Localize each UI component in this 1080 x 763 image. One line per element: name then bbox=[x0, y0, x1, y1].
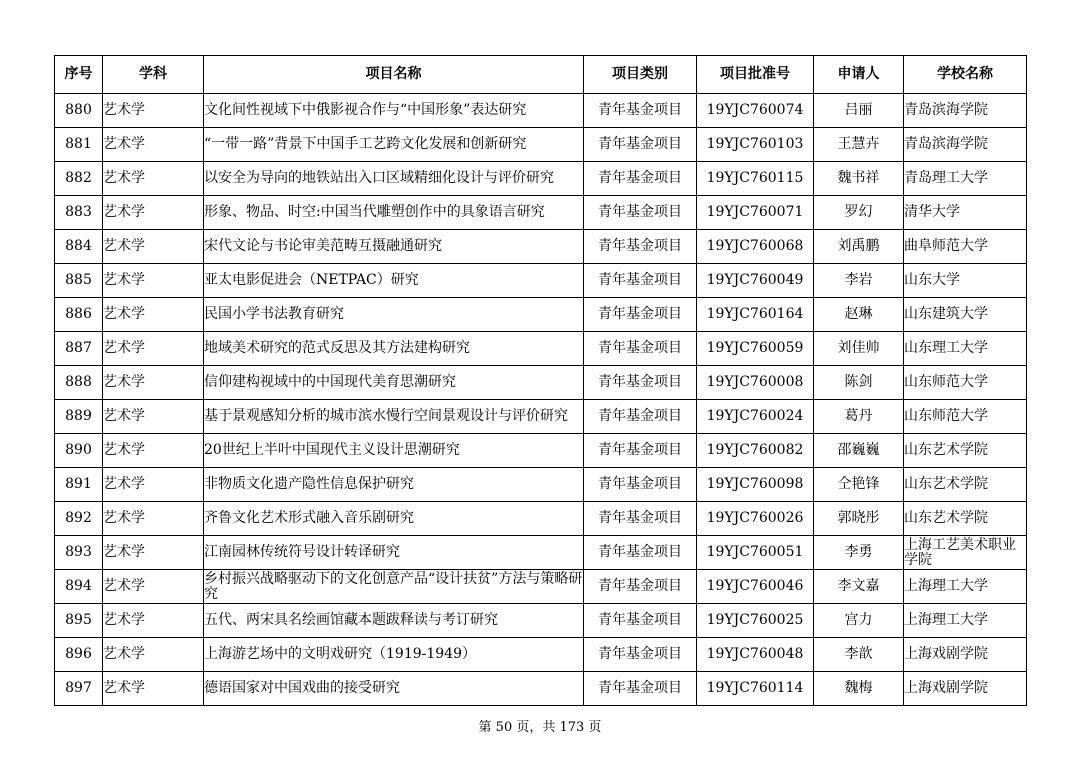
cell-no: 888 bbox=[55, 366, 103, 400]
cell-no: 890 bbox=[55, 434, 103, 468]
cell-applicant: 邵巍巍 bbox=[814, 434, 904, 468]
cell-school: 青岛滨海学院 bbox=[904, 128, 1027, 162]
cell-approval: 19YJC760048 bbox=[697, 638, 814, 672]
cell-approval: 19YJC760049 bbox=[697, 264, 814, 298]
cell-applicant: 李勇 bbox=[814, 536, 904, 570]
cell-subject: 艺术学 bbox=[103, 400, 204, 434]
table-row bbox=[55, 604, 1027, 638]
cell-category: 青年基金项目 bbox=[584, 672, 697, 706]
cell-school: 清华大学 bbox=[904, 196, 1027, 230]
header-no: 序号 bbox=[55, 56, 103, 94]
cell-applicant: 李文嘉 bbox=[814, 570, 904, 604]
project-table bbox=[54, 55, 1027, 706]
cell-school: 上海戏剧学院 bbox=[904, 638, 1027, 672]
cell-subject: 艺术学 bbox=[103, 366, 204, 400]
cell-subject: 艺术学 bbox=[103, 230, 204, 264]
table-row bbox=[55, 230, 1027, 264]
cell-school: 山东建筑大学 bbox=[904, 298, 1027, 332]
cell-title: 乡村振兴战略驱动下的文化创意产品“设计扶贫”方法与策略研究 bbox=[204, 570, 583, 602]
cell-no: 894 bbox=[55, 570, 103, 604]
cell-category: 青年基金项目 bbox=[584, 332, 697, 366]
cell-applicant: 李岩 bbox=[814, 264, 904, 298]
cell-no: 882 bbox=[55, 162, 103, 196]
cell-applicant: 王慧卉 bbox=[814, 128, 904, 162]
table-row bbox=[55, 400, 1027, 434]
header-school: 学校名称 bbox=[904, 56, 1027, 94]
cell-subject: 艺术学 bbox=[103, 672, 204, 706]
cell-no: 885 bbox=[55, 264, 103, 298]
cell-title: 20世纪上半叶中国现代主义设计思潮研究 bbox=[204, 434, 584, 468]
header-approval: 项目批准号 bbox=[697, 56, 814, 94]
cell-approval: 19YJC760068 bbox=[697, 230, 814, 264]
cell-title: 江南园林传统符号设计转译研究 bbox=[204, 536, 584, 570]
cell-school: 山东师范大学 bbox=[904, 366, 1027, 400]
cell-title: 基于景观感知分析的城市滨水慢行空间景观设计与评价研究 bbox=[204, 400, 584, 434]
cell-school: 曲阜师范大学 bbox=[904, 230, 1027, 264]
cell-no: 881 bbox=[55, 128, 103, 162]
cell-category: 青年基金项目 bbox=[584, 196, 697, 230]
table-row bbox=[55, 570, 1027, 604]
cell-title: 信仰建构视域中的中国现代美育思潮研究 bbox=[204, 366, 584, 400]
cell-school: 山东艺术学院 bbox=[904, 434, 1027, 468]
table-row bbox=[55, 468, 1027, 502]
cell-subject: 艺术学 bbox=[103, 94, 204, 128]
cell-applicant: 郭晓彤 bbox=[814, 502, 904, 536]
cell-subject: 艺术学 bbox=[103, 468, 204, 502]
cell-applicant: 赵琳 bbox=[814, 298, 904, 332]
cell-subject: 艺术学 bbox=[103, 434, 204, 468]
cell-subject: 艺术学 bbox=[103, 162, 204, 196]
cell-subject: 艺术学 bbox=[103, 638, 204, 672]
cell-title: 齐鲁文化艺术形式融入音乐剧研究 bbox=[204, 502, 584, 536]
cell-approval: 19YJC760025 bbox=[697, 604, 814, 638]
cell-title: 五代、两宋具名绘画馆藏本题跋释读与考订研究 bbox=[204, 604, 584, 638]
header-title: 项目名称 bbox=[204, 56, 584, 94]
cell-subject: 艺术学 bbox=[103, 128, 204, 162]
cell-school: 山东艺术学院 bbox=[904, 468, 1027, 502]
cell-category: 青年基金项目 bbox=[584, 264, 697, 298]
cell-category: 青年基金项目 bbox=[584, 502, 697, 536]
cell-category: 青年基金项目 bbox=[584, 434, 697, 468]
cell-category: 青年基金项目 bbox=[584, 400, 697, 434]
cell-applicant: 刘禹鹏 bbox=[814, 230, 904, 264]
table-header-row bbox=[55, 56, 1027, 94]
cell-title: 亚太电影促进会（NETPAC）研究 bbox=[204, 264, 584, 298]
cell-school: 上海理工大学 bbox=[904, 570, 1027, 604]
cell-no: 895 bbox=[55, 604, 103, 638]
cell-category: 青年基金项目 bbox=[584, 638, 697, 672]
table-row bbox=[55, 502, 1027, 536]
cell-approval: 19YJC760103 bbox=[697, 128, 814, 162]
header-subject: 学科 bbox=[103, 56, 204, 94]
cell-school: 山东大学 bbox=[904, 264, 1027, 298]
cell-title: 形象、物品、时空:中国当代雕塑创作中的具象语言研究 bbox=[204, 196, 584, 230]
cell-no: 883 bbox=[55, 196, 103, 230]
cell-subject: 艺术学 bbox=[103, 264, 204, 298]
cell-no: 880 bbox=[55, 94, 103, 128]
cell-subject: 艺术学 bbox=[103, 536, 204, 570]
table-row bbox=[55, 264, 1027, 298]
table-row bbox=[55, 94, 1027, 128]
cell-category: 青年基金项目 bbox=[584, 468, 697, 502]
cell-school: 上海戏剧学院 bbox=[904, 672, 1027, 706]
cell-subject: 艺术学 bbox=[103, 332, 204, 366]
cell-approval: 19YJC760115 bbox=[697, 162, 814, 196]
cell-school: 山东师范大学 bbox=[904, 400, 1027, 434]
table-row bbox=[55, 332, 1027, 366]
cell-title: 文化间性视域下中俄影视合作与“中国形象”表达研究 bbox=[204, 94, 584, 128]
cell-approval: 19YJC760164 bbox=[697, 298, 814, 332]
cell-title: 地域美术研究的范式反思及其方法建构研究 bbox=[204, 332, 584, 366]
cell-approval: 19YJC760074 bbox=[697, 94, 814, 128]
cell-category: 青年基金项目 bbox=[584, 128, 697, 162]
cell-category: 青年基金项目 bbox=[584, 230, 697, 264]
cell-title: 以安全为导向的地铁站出入口区域精细化设计与评价研究 bbox=[204, 162, 584, 196]
cell-applicant: 葛丹 bbox=[814, 400, 904, 434]
cell-category: 青年基金项目 bbox=[584, 536, 697, 570]
cell-title: 非物质文化遗产隐性信息保护研究 bbox=[204, 468, 584, 502]
table-row bbox=[55, 638, 1027, 672]
table-row bbox=[55, 162, 1027, 196]
cell-no: 889 bbox=[55, 400, 103, 434]
table-row bbox=[55, 672, 1027, 706]
table-row bbox=[55, 298, 1027, 332]
cell-title: “一带一路”背景下中国手工艺跨文化发展和创新研究 bbox=[204, 128, 584, 162]
cell-no: 893 bbox=[55, 536, 103, 570]
cell-subject: 艺术学 bbox=[103, 196, 204, 230]
table-row bbox=[55, 536, 1027, 570]
cell-approval: 19YJC760046 bbox=[697, 570, 814, 604]
cell-no: 886 bbox=[55, 298, 103, 332]
cell-applicant: 李歆 bbox=[814, 638, 904, 672]
header-applicant: 申请人 bbox=[814, 56, 904, 94]
cell-category: 青年基金项目 bbox=[584, 162, 697, 196]
cell-category: 青年基金项目 bbox=[584, 604, 697, 638]
cell-approval: 19YJC760051 bbox=[697, 536, 814, 570]
cell-school: 山东理工大学 bbox=[904, 332, 1027, 366]
cell-category: 青年基金项目 bbox=[584, 570, 697, 604]
cell-approval: 19YJC760071 bbox=[697, 196, 814, 230]
cell-title: 宋代文论与书论审美范畴互摄融通研究 bbox=[204, 230, 584, 264]
cell-school: 青岛理工大学 bbox=[904, 162, 1027, 196]
table-row bbox=[55, 196, 1027, 230]
cell-applicant: 仝艳锋 bbox=[814, 468, 904, 502]
cell-no: 891 bbox=[55, 468, 103, 502]
cell-subject: 艺术学 bbox=[103, 298, 204, 332]
cell-no: 884 bbox=[55, 230, 103, 264]
cell-no: 892 bbox=[55, 502, 103, 536]
cell-title: 民国小学书法教育研究 bbox=[204, 298, 584, 332]
header-category: 项目类别 bbox=[584, 56, 697, 94]
page-footer: 第 50 页，共 173 页 bbox=[478, 720, 602, 735]
cell-title: 上海游艺场中的文明戏研究（1919-1949） bbox=[204, 638, 584, 672]
cell-applicant: 吕丽 bbox=[814, 94, 904, 128]
cell-approval: 19YJC760082 bbox=[697, 434, 814, 468]
cell-applicant: 魏书祥 bbox=[814, 162, 904, 196]
cell-category: 青年基金项目 bbox=[584, 366, 697, 400]
table-body bbox=[55, 94, 1027, 706]
cell-approval: 19YJC760098 bbox=[697, 468, 814, 502]
cell-school: 上海工艺美术职业学院 bbox=[904, 536, 1027, 570]
cell-title: 德语国家对中国戏曲的接受研究 bbox=[204, 672, 584, 706]
cell-applicant: 罗幻 bbox=[814, 196, 904, 230]
table-row bbox=[55, 434, 1027, 468]
cell-applicant: 陈剑 bbox=[814, 366, 904, 400]
cell-school: 上海理工大学 bbox=[904, 604, 1027, 638]
cell-applicant: 宫力 bbox=[814, 604, 904, 638]
cell-approval: 19YJC760008 bbox=[697, 366, 814, 400]
cell-no: 897 bbox=[55, 672, 103, 706]
cell-approval: 19YJC760059 bbox=[697, 332, 814, 366]
cell-approval: 19YJC760114 bbox=[697, 672, 814, 706]
table-row bbox=[55, 366, 1027, 400]
cell-category: 青年基金项目 bbox=[584, 94, 697, 128]
cell-applicant: 刘佳帅 bbox=[814, 332, 904, 366]
table-row bbox=[55, 128, 1027, 162]
cell-no: 896 bbox=[55, 638, 103, 672]
cell-applicant: 魏梅 bbox=[814, 672, 904, 706]
cell-category: 青年基金项目 bbox=[584, 298, 697, 332]
cell-school: 山东艺术学院 bbox=[904, 502, 1027, 536]
cell-subject: 艺术学 bbox=[103, 604, 204, 638]
cell-subject: 艺术学 bbox=[103, 502, 204, 536]
cell-subject: 艺术学 bbox=[103, 570, 204, 604]
cell-school: 青岛滨海学院 bbox=[904, 94, 1027, 128]
cell-approval: 19YJC760024 bbox=[697, 400, 814, 434]
cell-no: 887 bbox=[55, 332, 103, 366]
cell-approval: 19YJC760026 bbox=[697, 502, 814, 536]
